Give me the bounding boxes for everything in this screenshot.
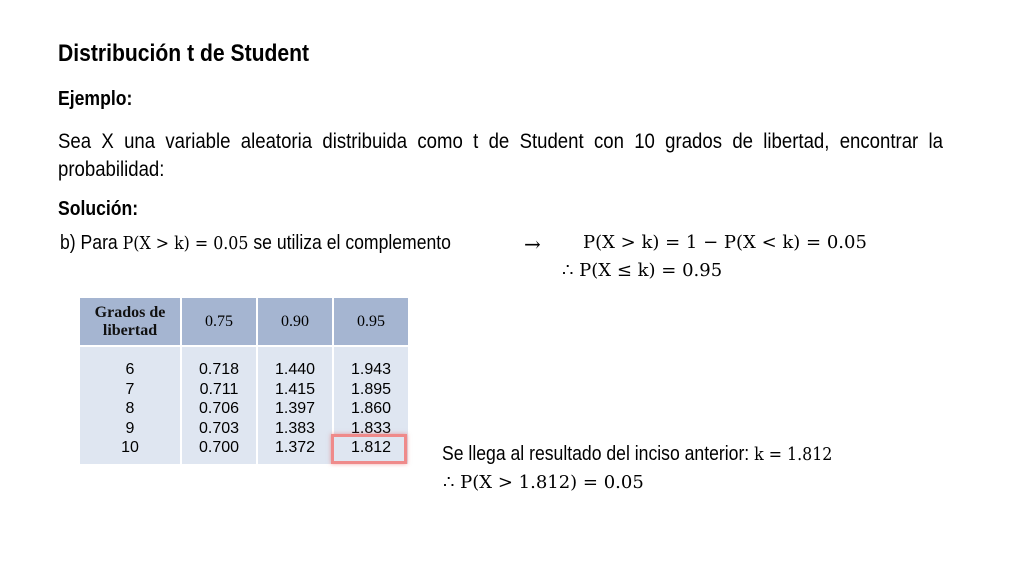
part-b-prefix: b) Para <box>60 232 123 254</box>
problem-statement: Sea X una variable aleatoria distribuida como t de Student con 10 grados de libertad, encontrar la probabilidad: <box>58 130 943 181</box>
header-degrees-of-freedom: Grados de libertad <box>94 304 166 339</box>
page-title: Distribución t de Student <box>58 40 310 67</box>
result-statement <box>442 443 886 466</box>
column-075: 0.718 0.711 0.706 0.703 0.700 <box>198 361 240 456</box>
result-conclusion: ∴ P(X > 1.812) = 0.05 <box>443 472 644 493</box>
result-math: k = 1.812 <box>754 444 833 465</box>
column-degrees: 6 7 8 9 10 <box>121 361 139 456</box>
header-075: 0.75 <box>205 313 233 330</box>
arrow-icon: → <box>524 232 541 256</box>
part-b-statement <box>60 232 504 255</box>
complement-equation: P(X > k) = 1 − P(X < k) = 0.05 <box>583 232 867 253</box>
part-b-math: P(X > k) = 0.05 <box>122 233 249 254</box>
cumulative-equation: ∴ P(X ≤ k) = 0.95 <box>562 260 723 281</box>
header-090: 0.90 <box>281 313 309 330</box>
table-header-row <box>80 298 408 347</box>
column-095: 1.943 1.895 1.860 1.833 1.812 <box>350 361 392 456</box>
header-095: 0.95 <box>357 313 385 330</box>
result-text: Se llega al resultado del inciso anterior: <box>442 443 755 465</box>
part-b-suffix: se utiliza el complemento <box>248 232 451 254</box>
solution-label: Solución: <box>58 198 139 220</box>
example-label: Ejemplo: <box>58 88 133 110</box>
column-090: 1.440 1.415 1.397 1.383 1.372 <box>274 361 316 456</box>
highlighted-value-box <box>331 434 407 464</box>
